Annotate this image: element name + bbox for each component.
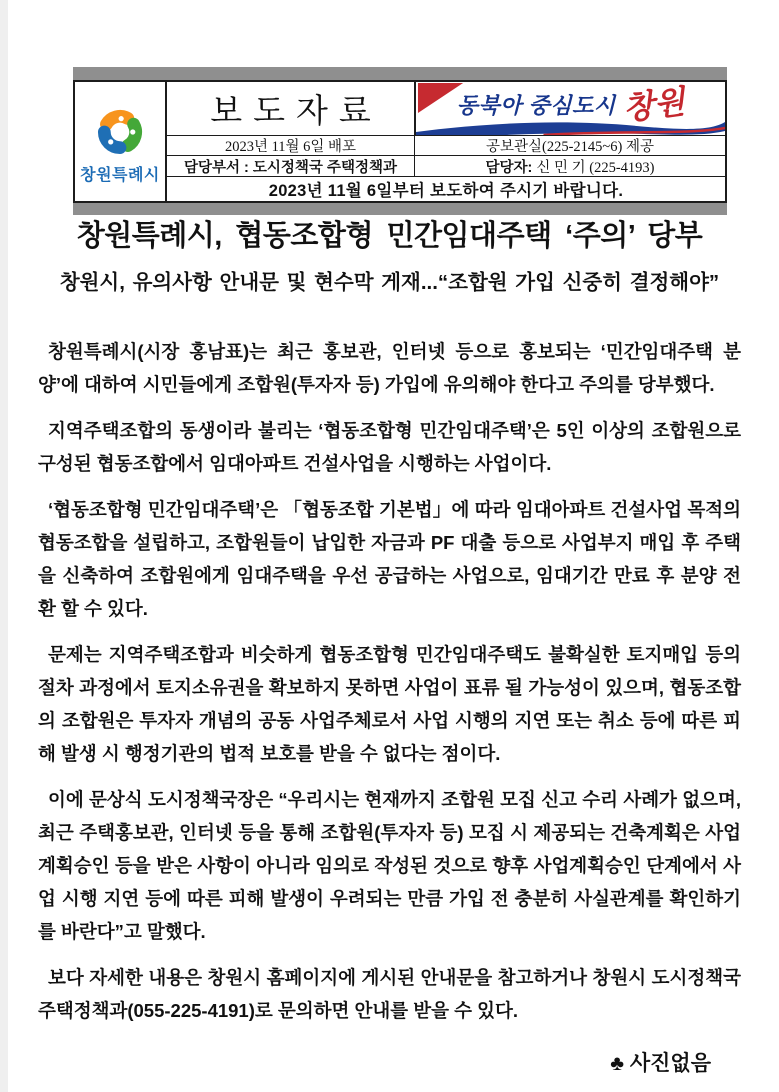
article [38,213,741,1077]
header-gray-bar-top [73,67,727,80]
department: 담당부서 : 도시정책국 주택정책과 [167,155,414,176]
paragraph-4: 문제는 지역주택조합과 비슷하게 협동조합형 민간임대주택도 불확실한 토지매입 등의 절차 과정에서 토지소유권을 확보하지 못하면 사업이 표류 될 가능성이 있으며, 협동조합의 조합원은 투자자 개념의 공동 사업주체로서 사업 시행의 지연 또는 취소 등에 따른 피해 발생 시 행정기관의 법적 보호를 받을 수 없다는 점이다. [38,644,741,764]
city-emblem-icon [91,103,149,161]
header-table [73,80,727,203]
scan-edge-artifact [0,0,8,1092]
paragraph-3: ‘협동조합형 민간임대주택’은 「협동조합 기본법」에 따라 임대아파트 건설사업 목적의 협동조합을 설립하고, 조합원들이 납입한 자금과 PF 대출 등으로 사업부지 매입 후 주택을 신축하여 조합원에게 임대주택을 우선 공급하는 사업으로, 임대기간 만료 후 분양 전환 할 수 있다. [38,499,741,619]
contact-person [414,155,725,176]
article-title: 창원특례시, 협동조합형 민간임대주택 ‘주의’ 당부 [76,220,703,252]
no-photo-note [38,1047,741,1077]
club-icon: ♣ [610,1052,624,1075]
city-logo-label: 창원특례시 [80,166,160,184]
contact-value: 신 민 기 (225-4193) [536,159,655,176]
article-body [38,335,741,1027]
banner-slogan-text [456,82,687,128]
banner-slogan: 동북아 중심도시 [456,93,616,118]
paragraph-2: 지역주택조합의 동생이라 불리는 ‘협동조합형 민간임대주택’은 5인 이상의 조합원으로 구성된 협동조합에서 임대아파트 건설사업을 시행하는 사업이다. [38,420,741,474]
press-header [73,67,727,215]
embargo-notice: 2023년 11월 6일부터 보도하여 주시기 바랍니다. [167,176,725,201]
doc-type-title: 보도자료 [167,82,414,135]
paragraph-5: 이에 문상식 도시정책국장은 “우리시는 현재까지 조합원 모집 신고 수리 사례가 없으며, 최근 주택홍보관, 인터넷 등을 통해 조합원(투자자 등) 모집 시 제공되는 건축계획은 사업계획승인 등을 받은 사항이 아니라 임의로 작성된 것으로 향후 사업계획승인 단계에서 사업 시행 지연 등에 따른 피해 발생이 우려되는 만큼 가입 전 충분히 사실관계를 확인하기를 바란다”고 말했다. [38,789,741,942]
no-photo-label: 사진없음 [629,1052,711,1075]
contact-label: 담당자: [485,159,533,176]
paragraph-1: 창원특례시(시장 홍남표)는 최근 홍보관, 인터넷 등으로 홍보되는 ‘민간임대주택 분양’에 대하여 시민들에게 조합원(투자자 등) 가입에 유의해야 한다고 주의를 당부했다. [38,341,741,395]
release-date: 2023년 11월 6일 배포 [167,135,414,155]
banner-city-calligraphy: 창원 [620,82,687,128]
provider-office: 공보관실(225-2145~6) 제공 [414,135,725,155]
city-slogan-banner [414,82,725,135]
article-subtitle: 창원시, 유의사항 안내문 및 현수막 게재...“조합원 가입 신중히 결정해야” [59,271,720,294]
city-logo [75,82,167,201]
paragraph-6: 보다 자세한 내용은 창원시 홈페이지에 게시된 안내문을 참고하거나 창원시 도시정책국 주택정책과(055-225-4191)로 문의하면 안내를 받을 수 있다. [38,967,741,1021]
